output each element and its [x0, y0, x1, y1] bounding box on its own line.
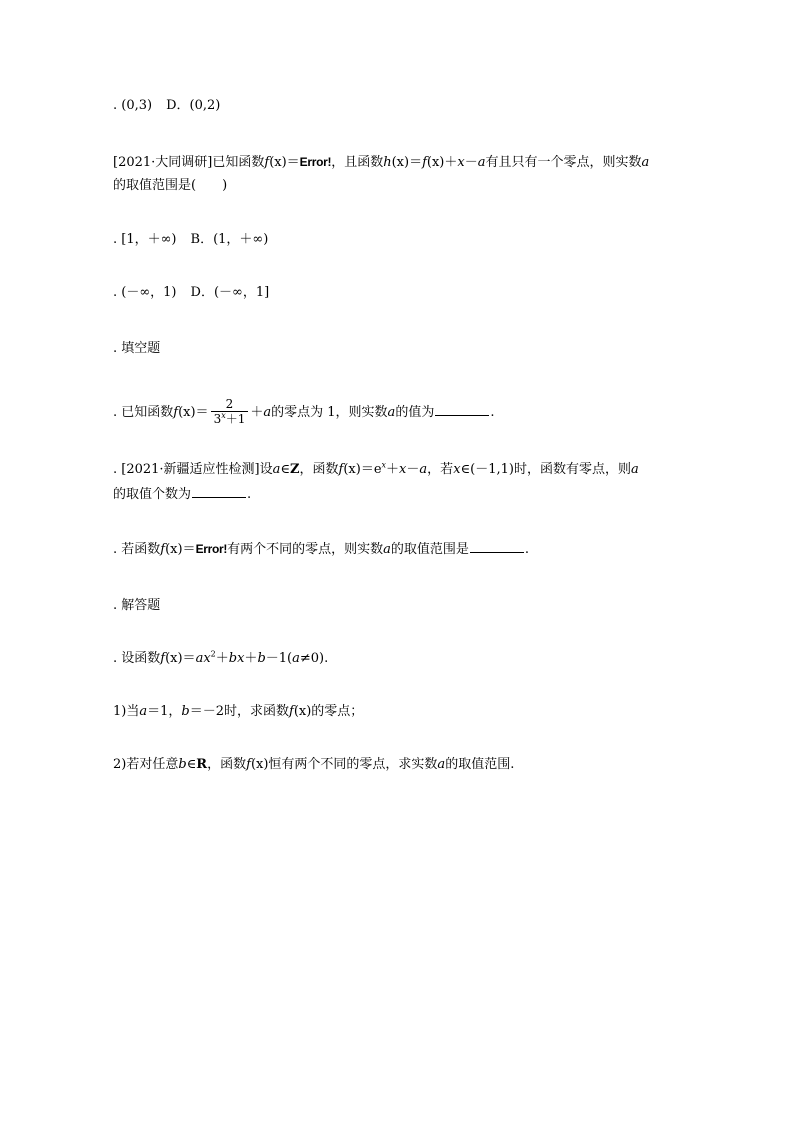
- variable-a: a: [387, 405, 396, 420]
- question-text: 有两个不同的零点，则实数: [227, 542, 384, 557]
- options-cd: [113, 284, 269, 302]
- variable-a: a: [263, 405, 272, 420]
- equals-text: (x)＝: [391, 155, 423, 170]
- question-text: . 已知函数: [113, 405, 174, 420]
- question-fill-1: [113, 398, 494, 427]
- exponent-x: x: [381, 460, 387, 470]
- equals-text: (x)＝: [165, 651, 196, 666]
- error-placeholder: Error!: [299, 155, 332, 169]
- minus-sign: －: [406, 462, 420, 477]
- variable-b: b: [178, 757, 187, 772]
- variable-a: a: [630, 462, 639, 477]
- period: .: [247, 487, 252, 502]
- term-ax: ax: [195, 651, 211, 666]
- variable-x: x: [453, 462, 461, 477]
- question-text: ，函数: [207, 757, 247, 772]
- answer-blank[interactable]: [192, 484, 246, 498]
- question-text: (x)的零点；: [293, 704, 364, 719]
- question-text: 的取值范围.: [445, 757, 515, 772]
- plus-sign: ＋: [386, 462, 400, 477]
- error-placeholder: Error!: [195, 542, 228, 556]
- variable-x: x: [399, 462, 407, 477]
- function-name: f: [338, 462, 344, 477]
- question-text: ＝1，: [147, 704, 182, 719]
- variable-a: a: [292, 651, 300, 666]
- section-heading-answer: . 解答题: [113, 598, 161, 613]
- plus-sign: ＋: [244, 651, 258, 666]
- function-name: f: [246, 757, 251, 772]
- function-name: f: [160, 542, 166, 557]
- den-rest: ＋1: [225, 412, 246, 426]
- fraction: [211, 397, 249, 426]
- question-text: 的取值范围是: [390, 542, 469, 557]
- period: .: [490, 405, 495, 420]
- element-of-sign: ∈: [280, 462, 291, 477]
- variable-a: a: [272, 462, 281, 477]
- function-name: f: [264, 155, 270, 170]
- den-exponent: x: [221, 411, 226, 420]
- question-text: . 若函数: [113, 542, 161, 557]
- function-name: f: [160, 651, 166, 666]
- equals-text: (x)＝: [269, 155, 300, 170]
- function-name-h: h: [383, 155, 392, 170]
- fraction-numerator: 2: [225, 397, 234, 411]
- question-fill-2-line1: [113, 461, 639, 479]
- question-fill-3: [113, 539, 529, 559]
- question-text: ，函数: [299, 462, 339, 477]
- question-text: ∈(－1,1)时，函数有零点，则: [460, 462, 631, 477]
- previous-question-options: [113, 97, 220, 115]
- question-fill-2-line2: [113, 484, 251, 504]
- question-answer-part-1: [113, 703, 363, 721]
- exponent-2: 2: [210, 649, 216, 659]
- variable-b: b: [257, 651, 266, 666]
- variable-x: x: [457, 155, 465, 170]
- fraction-denominator: [211, 411, 249, 426]
- expr-text: ≠0).: [299, 651, 329, 666]
- option-b: B．(1，＋∞): [190, 232, 269, 247]
- section-heading-fill: . 填空题: [113, 341, 161, 356]
- option-c: . (0,3): [113, 98, 153, 113]
- minus-sign: －: [464, 155, 478, 170]
- variable-a: a: [477, 155, 486, 170]
- variable-a: a: [383, 542, 391, 557]
- variable-a: a: [419, 462, 428, 477]
- question-text: 的取值个数为: [113, 487, 192, 502]
- answer-blank[interactable]: [470, 539, 524, 553]
- question-text: ，且函数: [331, 155, 384, 170]
- plus-sign: ＋: [250, 405, 264, 420]
- question-answer-part-2: [113, 756, 514, 774]
- variable-a: a: [139, 704, 148, 719]
- function-name: f: [289, 704, 294, 719]
- variable-a: a: [437, 757, 446, 772]
- period: .: [524, 542, 530, 557]
- set-r: R: [196, 757, 208, 772]
- question-text: 2)若对任意: [113, 757, 179, 772]
- answer-blank[interactable]: [435, 402, 489, 416]
- equals-text: (x)＝: [178, 405, 209, 420]
- function-name: f: [422, 155, 427, 170]
- question-text: 1)当: [113, 704, 140, 719]
- set-z: Z: [290, 462, 300, 477]
- equals-text: (x)＝e: [343, 462, 382, 477]
- option-d: D．(0,2): [166, 98, 221, 113]
- question-text: . [2021·新疆适应性检测]设: [113, 462, 273, 477]
- question-error-choice-line2: [113, 177, 227, 195]
- question-text: 的零点为 1，则实数: [271, 405, 388, 420]
- question-text: 的取值范围是( ): [113, 178, 228, 193]
- variable-a: a: [641, 155, 650, 170]
- question-error-choice-line1: [113, 153, 649, 172]
- option-c: . (－∞，1): [113, 285, 177, 300]
- expr-text: －1(: [265, 651, 293, 666]
- den-base: 3: [213, 412, 222, 426]
- question-text: ，若: [427, 462, 454, 477]
- question-source: [2021·大同调研]已知函数: [113, 155, 265, 170]
- question-text: . 设函数: [113, 651, 161, 666]
- variable-b: b: [181, 704, 190, 719]
- question-text: (x)恒有两个不同的零点，求实数: [250, 757, 438, 772]
- question-text: 的值为: [395, 405, 435, 420]
- question-text: ＝－2时，求函数: [189, 704, 289, 719]
- option-a: . [1，＋∞): [113, 232, 177, 247]
- function-name: f: [173, 405, 179, 420]
- options-ab: [113, 231, 268, 249]
- term-bx: bx: [228, 651, 245, 666]
- element-of-sign: ∈: [186, 757, 197, 772]
- option-d: D．(－∞，1]: [190, 285, 270, 300]
- plus-sign: ＋: [215, 651, 229, 666]
- question-text: 有且只有一个零点，则实数: [485, 155, 642, 170]
- question-answer: [113, 650, 328, 668]
- equals-text: (x)＝: [165, 542, 196, 557]
- expr-text: (x)＋: [426, 155, 458, 170]
